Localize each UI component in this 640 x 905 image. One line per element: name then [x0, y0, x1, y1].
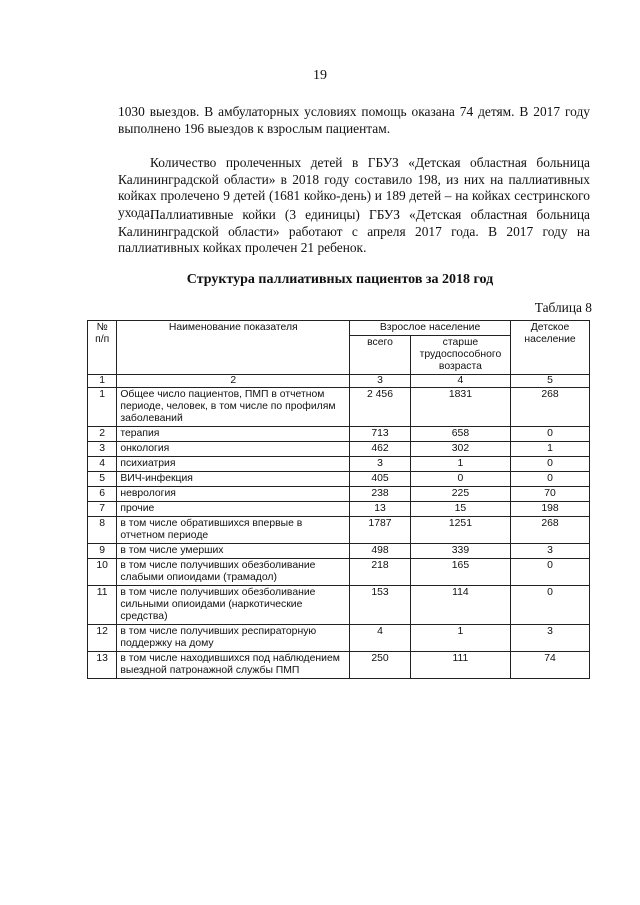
row-elderly-cell: 111	[410, 652, 510, 679]
row-children-cell: 0	[511, 586, 590, 625]
row-num-cell: 2	[88, 427, 117, 442]
table-row	[88, 652, 590, 679]
row-name-cell: в том числе находившихся под наблюдением выездной патронажной службы ПМП	[117, 652, 350, 679]
row-children-cell: 0	[511, 457, 590, 472]
index-cell: 3	[350, 375, 411, 388]
row-total-cell: 153	[350, 586, 411, 625]
row-elderly-cell: 1	[410, 457, 510, 472]
row-total-cell: 4	[350, 625, 411, 652]
row-name-cell: прочие	[117, 502, 350, 517]
row-children-cell: 3	[511, 625, 590, 652]
header-children: Детское население	[511, 321, 590, 375]
header-elderly: старше трудоспособного возраста	[410, 336, 510, 375]
index-cell: 4	[410, 375, 510, 388]
row-num-cell: 13	[88, 652, 117, 679]
row-name-cell: Общее число пациентов, ПМП в отчетном периоде, человек, в том числе по профилям заболеваний	[117, 388, 350, 427]
row-total-cell: 2 456	[350, 388, 411, 427]
row-total-cell: 250	[350, 652, 411, 679]
row-elderly-cell: 1251	[410, 517, 510, 544]
row-total-cell: 3	[350, 457, 411, 472]
row-elderly-cell: 165	[410, 559, 510, 586]
row-num-cell: 4	[88, 457, 117, 472]
row-name-cell: терапия	[117, 427, 350, 442]
row-num-cell: 11	[88, 586, 117, 625]
row-name-cell: в том числе получивших обезболивание сильными опиоидами (наркотические средства)	[117, 586, 350, 625]
row-name-cell: неврология	[117, 487, 350, 502]
row-elderly-cell: 302	[410, 442, 510, 457]
index-cell: 5	[511, 375, 590, 388]
table-row	[88, 586, 590, 625]
table-row	[88, 388, 590, 427]
row-total-cell: 462	[350, 442, 411, 457]
page-number: 19	[313, 68, 327, 83]
palliative-patients-table	[87, 320, 590, 679]
index-cell: 2	[117, 375, 350, 388]
table-title: Структура паллиативных пациентов за 2018 год	[186, 272, 494, 287]
row-total-cell: 13	[350, 502, 411, 517]
row-name-cell: психиатрия	[117, 457, 350, 472]
table-row	[88, 502, 590, 517]
row-children-cell: 198	[511, 502, 590, 517]
row-total-cell: 713	[350, 427, 411, 442]
row-total-cell: 218	[350, 559, 411, 586]
table-row	[88, 517, 590, 544]
row-total-cell: 498	[350, 544, 411, 559]
row-children-cell: 268	[511, 517, 590, 544]
row-num-cell: 12	[88, 625, 117, 652]
row-elderly-cell: 0	[410, 472, 510, 487]
row-elderly-cell: 1831	[410, 388, 510, 427]
row-children-cell: 70	[511, 487, 590, 502]
table-row	[88, 427, 590, 442]
header-num: № п/п	[88, 321, 117, 375]
row-num-cell: 10	[88, 559, 117, 586]
table-row	[88, 442, 590, 457]
row-elderly-cell: 658	[410, 427, 510, 442]
row-total-cell: 1787	[350, 517, 411, 544]
row-num-cell: 7	[88, 502, 117, 517]
row-total-cell: 238	[350, 487, 411, 502]
row-num-cell: 6	[88, 487, 117, 502]
table-row	[88, 559, 590, 586]
row-num-cell: 1	[88, 388, 117, 427]
row-name-cell: онкология	[117, 442, 350, 457]
row-num-cell: 3	[88, 442, 117, 457]
row-elderly-cell: 15	[410, 502, 510, 517]
table-row	[88, 487, 590, 502]
row-children-cell: 3	[511, 544, 590, 559]
row-children-cell: 0	[511, 427, 590, 442]
row-elderly-cell: 225	[410, 487, 510, 502]
row-children-cell: 0	[511, 472, 590, 487]
header-total: всего	[350, 336, 411, 375]
table-row	[88, 472, 590, 487]
row-name-cell: в том числе обратившихся впервые в отчетном периоде	[117, 517, 350, 544]
table-row	[88, 625, 590, 652]
row-elderly-cell: 114	[410, 586, 510, 625]
paragraph-3: Паллиативные койки (3 единицы) ГБУЗ «Детская областная больница Калининградской области» работают с апреля 2017 года. В 2017 году на паллиативных койках пролечен 21 ребенок.	[118, 207, 590, 255]
row-name-cell: в том числе умерших	[117, 544, 350, 559]
header-adult: Взрослое население	[350, 321, 511, 336]
row-elderly-cell: 1	[410, 625, 510, 652]
row-num-cell: 8	[88, 517, 117, 544]
paragraph-2: Количество пролеченных детей в ГБУЗ «Детская областная больница Калининградской области» в 2018 году составило 198, из них на паллиативных койках пролечено 9 детей (1681 койко-день) и 189 детей – на койках сестринского ухода.	[118, 155, 590, 220]
row-children-cell: 0	[511, 559, 590, 586]
header-name: Наименование показателя	[117, 321, 350, 375]
table-caption: Таблица 8	[534, 300, 592, 315]
row-name-cell: ВИЧ-инфекция	[117, 472, 350, 487]
row-num-cell: 5	[88, 472, 117, 487]
row-name-cell: в том числе получивших респираторную поддержку на дому	[117, 625, 350, 652]
index-cell: 1	[88, 375, 117, 388]
row-num-cell: 9	[88, 544, 117, 559]
paragraph-1: 1030 выездов. В амбулаторных условиях помощь оказана 74 детям. В 2017 году выполнено 196 выездов к взрослым пациентам.	[118, 104, 590, 136]
row-children-cell: 268	[511, 388, 590, 427]
row-children-cell: 1	[511, 442, 590, 457]
row-children-cell: 74	[511, 652, 590, 679]
row-elderly-cell: 339	[410, 544, 510, 559]
table-row	[88, 457, 590, 472]
index-row	[88, 375, 590, 388]
row-name-cell: в том числе получивших обезболивание слабыми опиоидами (трамадол)	[117, 559, 350, 586]
row-total-cell: 405	[350, 472, 411, 487]
table-row	[88, 544, 590, 559]
